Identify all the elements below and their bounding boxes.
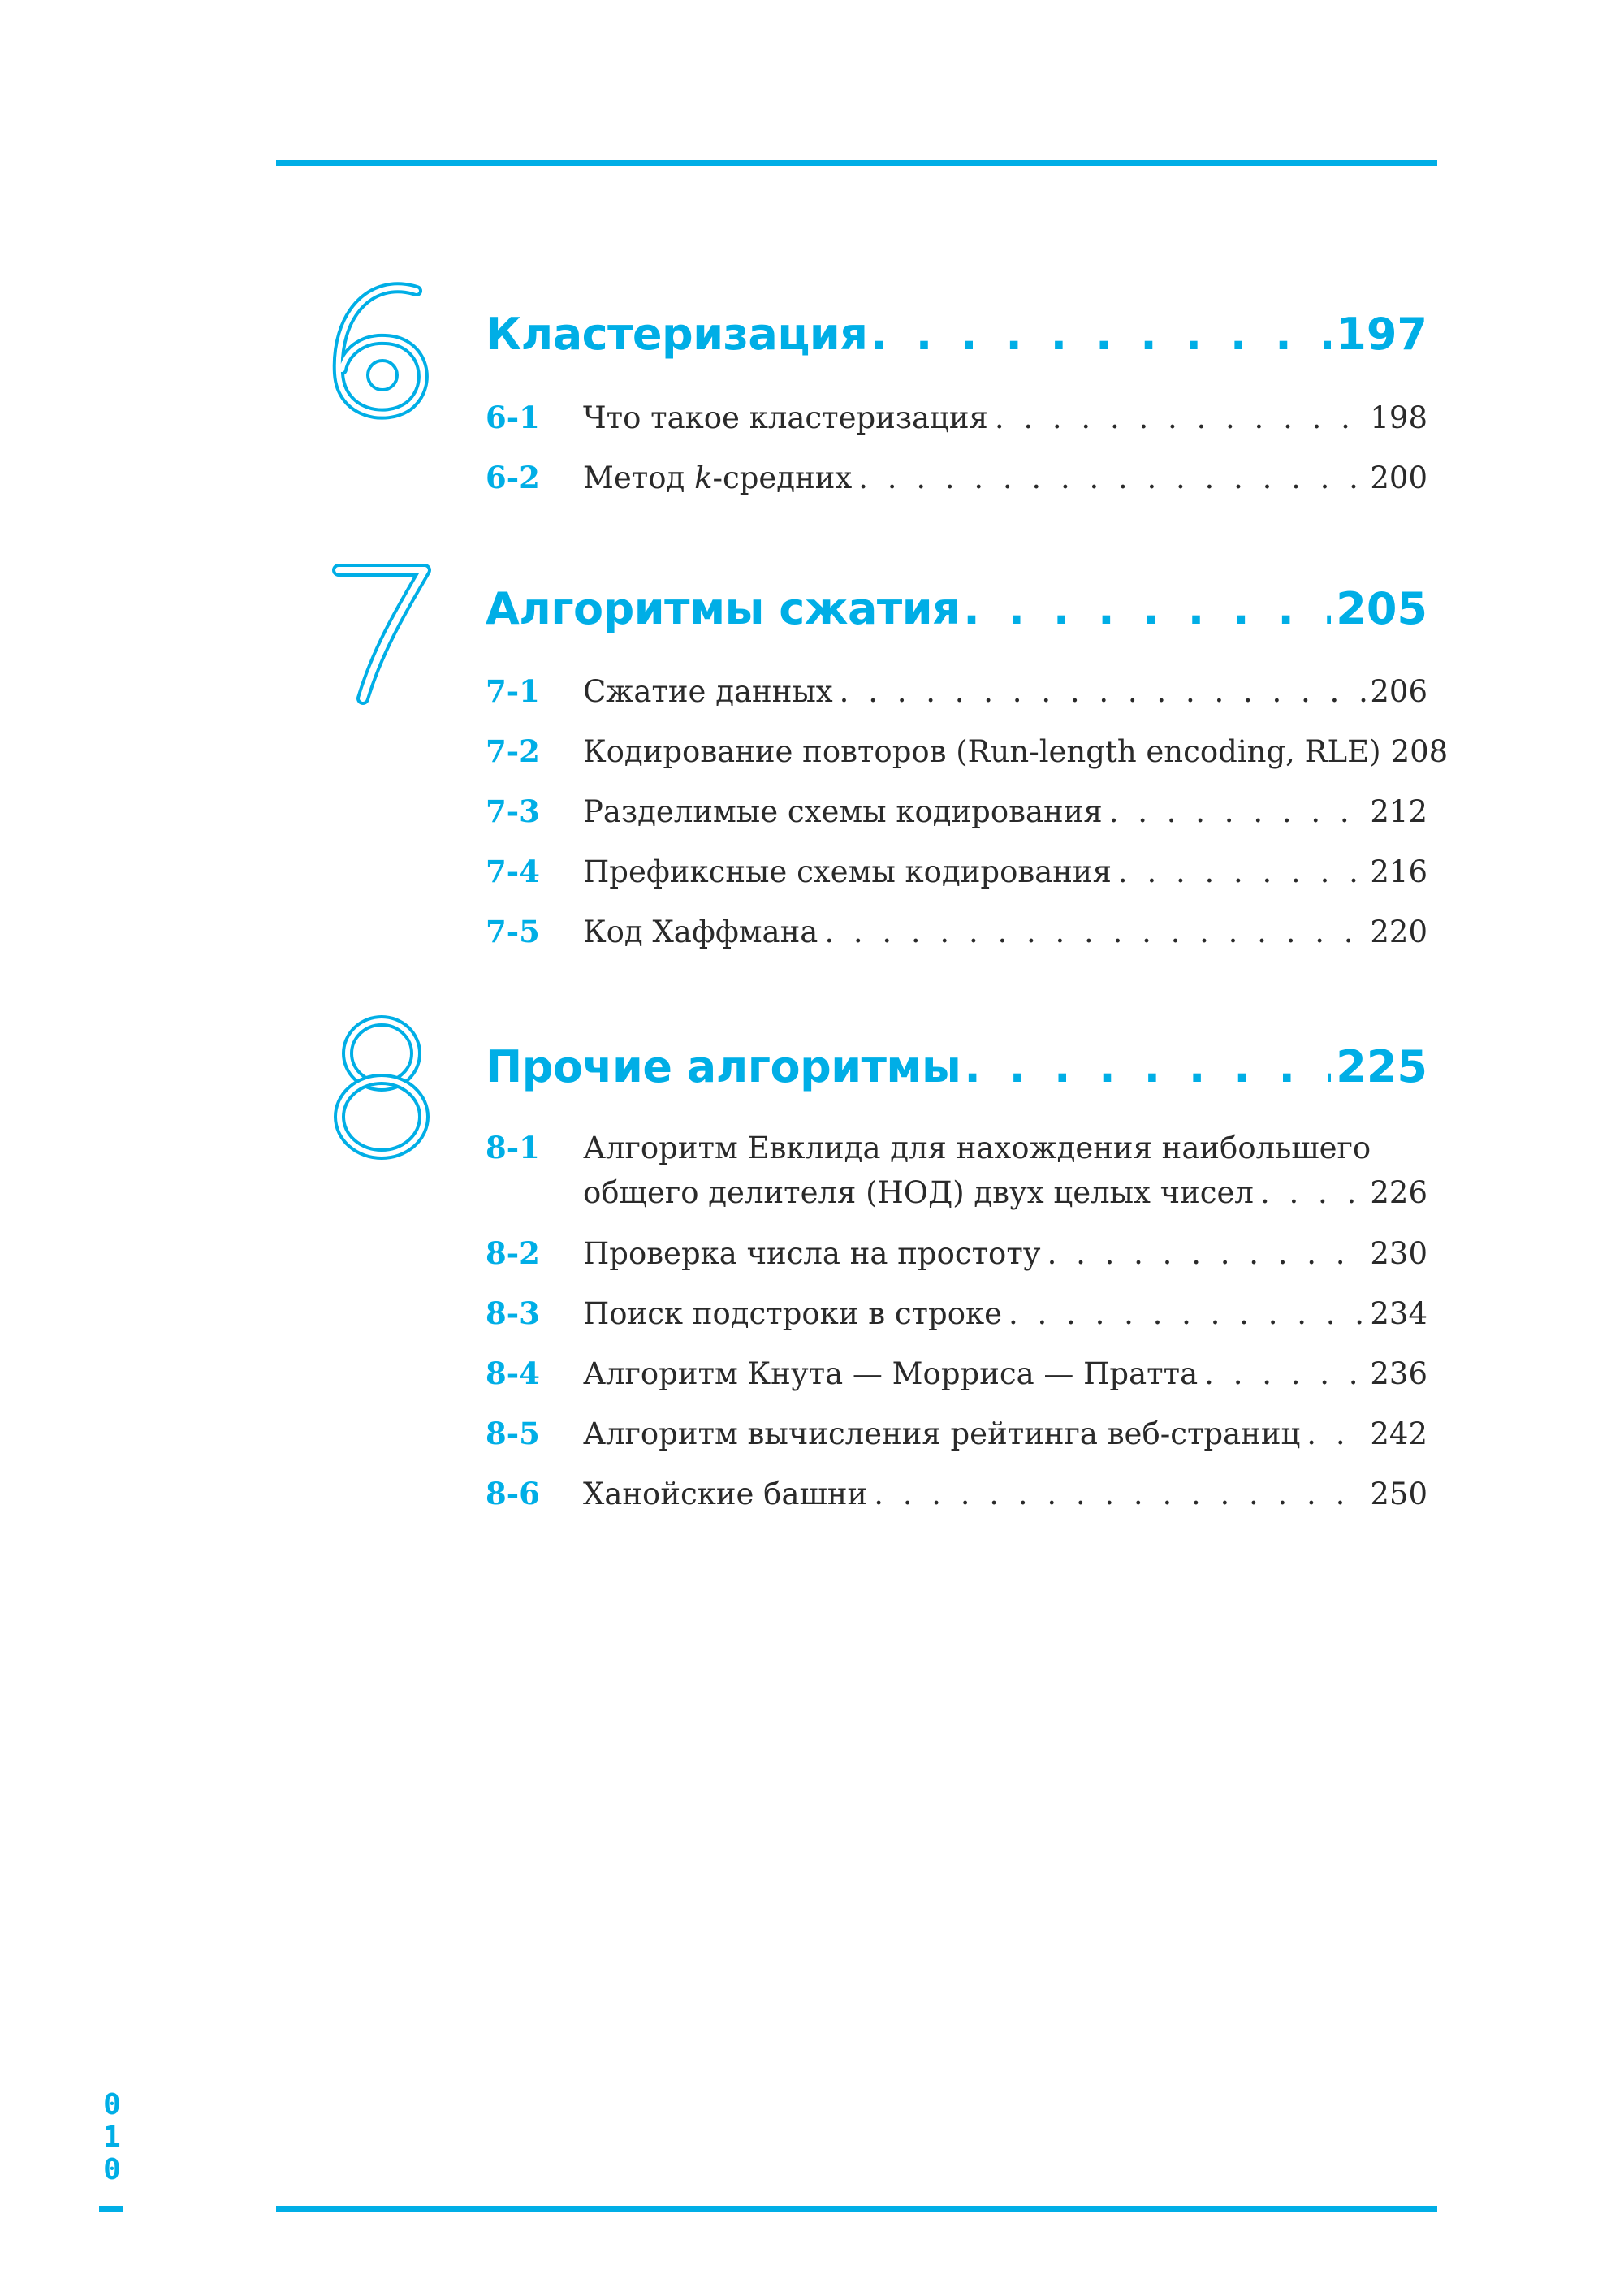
section-title: Что такое кластеризация (583, 400, 988, 435)
section-number: 8-6 (486, 1476, 540, 1511)
section-number: 7-3 (486, 793, 540, 829)
page-number-digit: 1 (103, 2121, 121, 2154)
toc-entry[interactable] (486, 1351, 1427, 1397)
chapter-title: Кластеризация (486, 309, 868, 360)
section-title: Код Хаффмана (583, 915, 818, 949)
toc-entry[interactable] (486, 1230, 1427, 1277)
chapter-6-numeral (321, 268, 443, 430)
section-number: 8-3 (486, 1295, 540, 1331)
chapter-6-title-row[interactable] (486, 309, 1427, 374)
toc-entry[interactable] (486, 1411, 1427, 1457)
section-number: 8-1 (486, 1130, 540, 1165)
section-page: 230 (1370, 1236, 1427, 1271)
section-number: 6-1 (486, 400, 540, 435)
chapter-7-title-row[interactable] (486, 583, 1427, 648)
toc-entry[interactable] (486, 395, 1427, 441)
section-number: 8-2 (486, 1235, 540, 1271)
section-title-suffix: -средних (712, 460, 853, 495)
toc-entry[interactable] (486, 849, 1427, 895)
bottom-rule (276, 2206, 1437, 2212)
dot-leader (858, 456, 1367, 501)
dot-leader (824, 910, 1367, 955)
section-title: Ханойские башни (583, 1477, 868, 1511)
page-number-digit: 0 (103, 2153, 121, 2186)
toc-entry-first-line[interactable] (486, 1125, 1427, 1171)
chapter-page: 197 (1336, 309, 1427, 360)
top-rule (276, 160, 1437, 166)
section-title: Алгоритм вычисления рейтинга веб-страниц (583, 1416, 1301, 1451)
toc-entry[interactable] (486, 1291, 1427, 1337)
page-number (97, 2089, 127, 2186)
chapter-page: 205 (1336, 583, 1427, 634)
dot-leader (1009, 1291, 1367, 1337)
section-page: 200 (1370, 460, 1427, 495)
section-page: 216 (1370, 854, 1427, 889)
dot-leader (1204, 1351, 1367, 1397)
section-title: Кодирование повторов (Run-length encoding, RLE) (583, 734, 1381, 769)
dot-leader (995, 396, 1367, 441)
toc-entry[interactable] (486, 729, 1449, 775)
section-title: Разделимые схемы кодирования (583, 794, 1103, 829)
chapter-8-numeral (321, 1003, 443, 1165)
section-title: Поиск подстроки в строке (583, 1296, 1002, 1331)
chapter-title: Прочие алгоритмы (486, 1041, 961, 1092)
dot-leader (964, 1041, 1331, 1092)
dot-leader (1047, 1231, 1367, 1277)
section-page: 234 (1370, 1296, 1427, 1331)
section-number: 8-4 (486, 1356, 540, 1391)
toc-entry[interactable] (486, 1471, 1427, 1517)
section-title: Сжатие данных (583, 674, 833, 709)
section-number: 7-1 (486, 673, 540, 709)
section-number: 7-5 (486, 914, 540, 949)
chapter-title: Алгоритмы сжатия (486, 583, 961, 634)
dot-leader (1109, 789, 1367, 835)
chapter-page: 225 (1336, 1041, 1427, 1092)
section-title-line2: общего делителя (НОД) двух целых чисел (583, 1175, 1254, 1210)
section-number: 7-2 (486, 733, 540, 769)
section-page: 208 (1390, 734, 1449, 769)
toc-entry[interactable] (486, 455, 1427, 501)
section-page: 198 (1370, 400, 1427, 435)
section-number: 6-2 (486, 460, 540, 495)
section-page: 206 (1370, 674, 1427, 709)
section-number: 8-5 (486, 1416, 540, 1451)
section-title-line1: Алгоритм Евклида для нахождения наибольшего (583, 1131, 1371, 1165)
dot-leader (1118, 850, 1367, 895)
section-page: 226 (1370, 1175, 1427, 1210)
section-title (583, 456, 852, 501)
toc-entry[interactable] (486, 789, 1427, 835)
section-title-prefix: Метод (583, 460, 695, 495)
toc-entry[interactable] (486, 909, 1427, 955)
page-number-bar (99, 2206, 123, 2212)
dot-leader (874, 1472, 1367, 1517)
section-page: 250 (1370, 1477, 1427, 1511)
section-page: 220 (1370, 915, 1427, 949)
toc-entry[interactable] (486, 668, 1427, 715)
toc-entry-second-line[interactable] (486, 1170, 1427, 1216)
section-title-italic: k (694, 460, 713, 495)
page-number-digit: 0 (103, 2088, 121, 2121)
dot-leader (1260, 1170, 1367, 1216)
section-title: Алгоритм Кнута — Морриса — Пратта (583, 1356, 1199, 1391)
section-title: Проверка числа на простоту (583, 1236, 1041, 1271)
chapter-7-numeral (321, 552, 443, 715)
dot-leader (1307, 1412, 1367, 1457)
section-page: 236 (1370, 1356, 1427, 1391)
section-page: 242 (1370, 1416, 1427, 1451)
section-title: Префиксные схемы кодирования (583, 854, 1112, 889)
section-page: 212 (1370, 794, 1427, 829)
section-number: 7-4 (486, 854, 540, 889)
dot-leader (840, 669, 1367, 715)
dot-leader (870, 309, 1331, 360)
chapter-8-title-row[interactable] (486, 1041, 1427, 1106)
dot-leader (963, 583, 1331, 634)
